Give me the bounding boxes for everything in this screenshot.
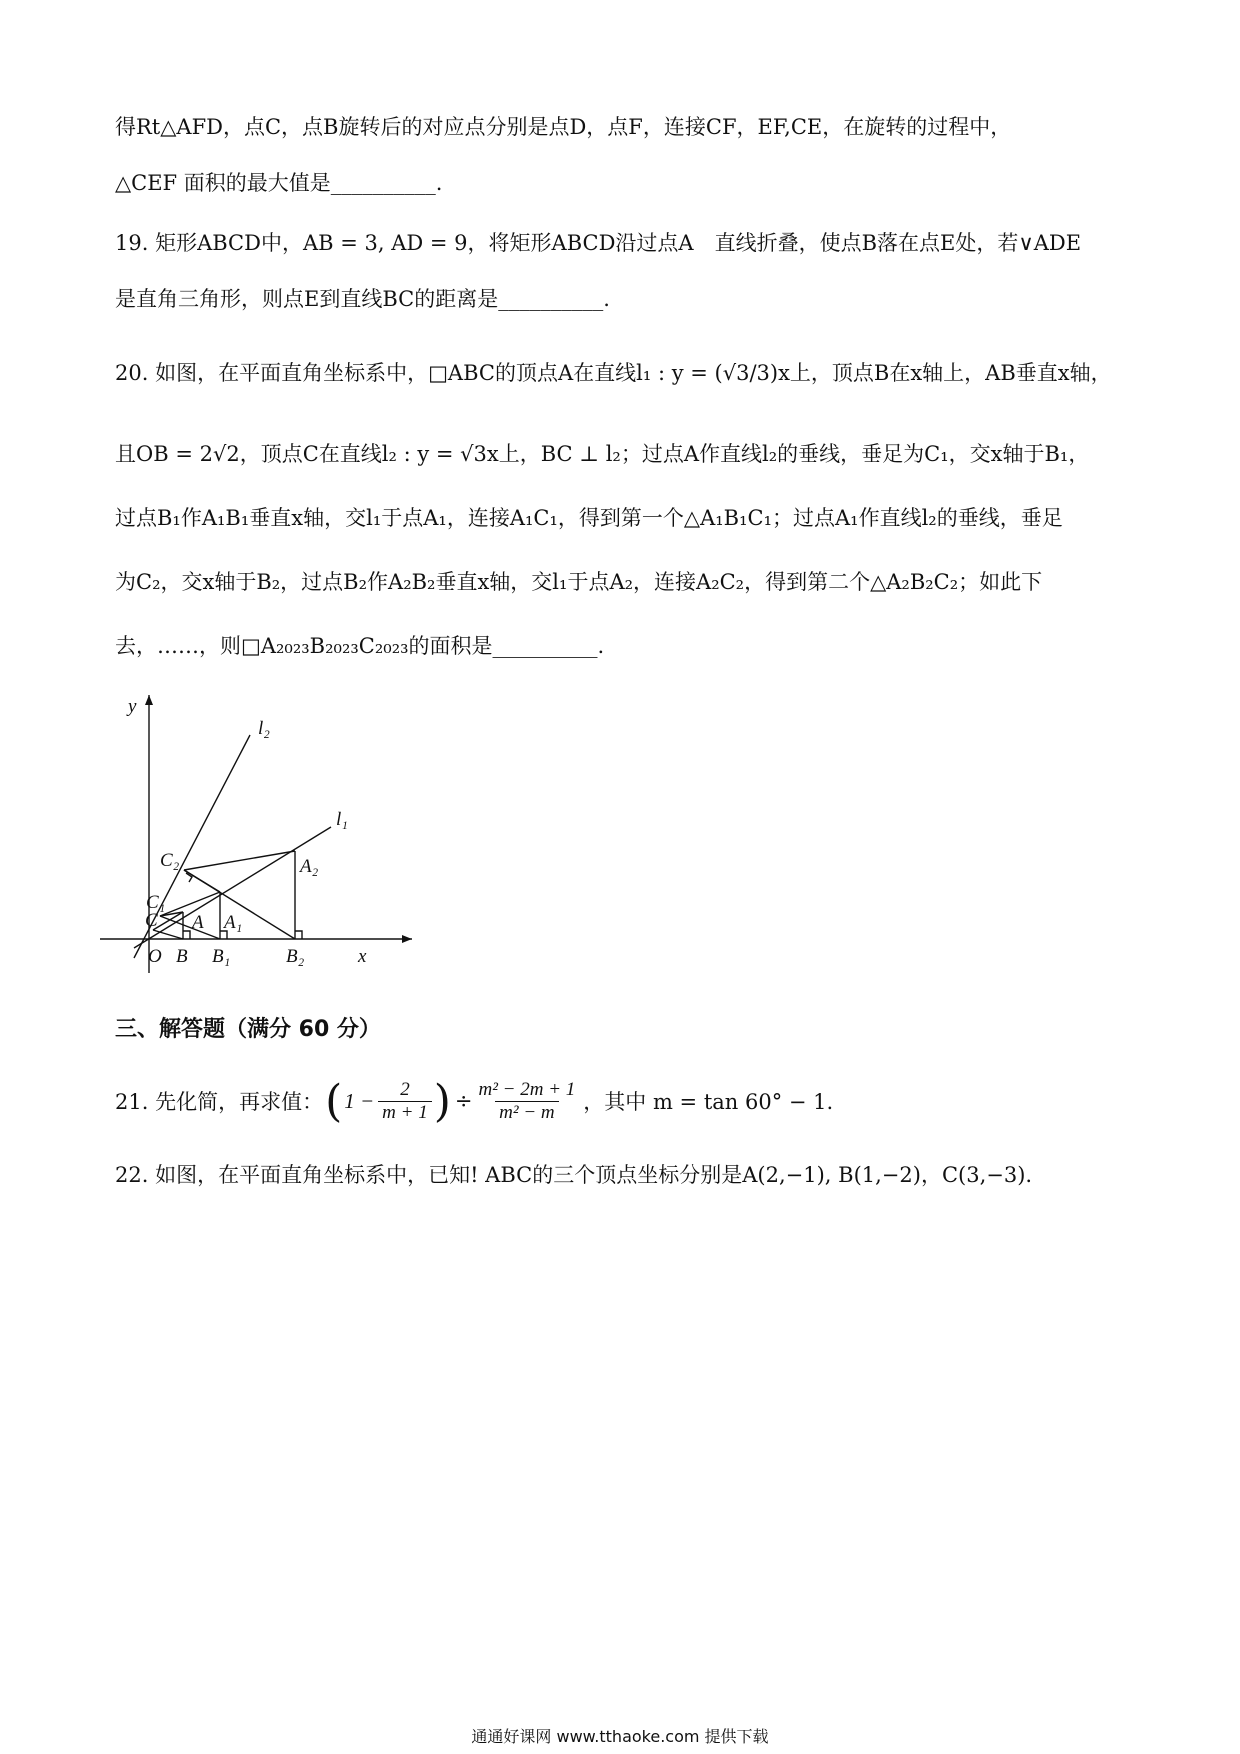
q19-line-1: 19. 矩形ABCD中，AB = 3, AD = 9，将矩形ABCD沿过点A 直线折叠，使点B落在点E处，若∨ADE <box>115 231 1082 255</box>
q21-fraction-2 <box>475 1079 580 1124</box>
label-l1: l₁ <box>336 809 348 830</box>
q21-divide: ÷ <box>454 1089 473 1113</box>
q21-prefix: 21. 先化简，再求值： <box>115 1090 324 1114</box>
label-A1: A₁ <box>224 912 243 933</box>
q20-figure <box>100 690 440 984</box>
label-B2: B₂ <box>286 946 305 967</box>
label-A: A <box>192 912 204 933</box>
q19-line-2: 是直角三角形，则点E到直线BC的距离是__________. <box>115 287 610 311</box>
q18-line-2: △CEF 面积的最大值是__________. <box>115 171 443 195</box>
q21-one-minus: 1 − <box>344 1088 375 1113</box>
q21-line <box>115 1076 833 1126</box>
label-C: C <box>145 910 158 931</box>
section-3-heading: 三、解答题（满分 60 分） <box>115 1017 381 1042</box>
q21-frac2-num: m² − 2m + 1 <box>478 1078 576 1100</box>
label-O: O <box>148 946 162 967</box>
page-footer: 通通好课网 www.tthaoke.com 提供下载 <box>471 1727 769 1746</box>
q21-paren-close: ) <box>433 1075 451 1127</box>
q20-line-1: 20. 如图，在平面直角坐标系中，□ABC的顶点A在直线l₁ : y = (√3/3)x上，顶点B在x轴上，AB垂直x轴， <box>115 361 1112 385</box>
coordinate-figure <box>100 690 440 980</box>
q22-line-1: 22. 如图，在平面直角坐标系中，已知! ABC的三个顶点坐标分别是A(2,−1), B(1,−2)，C(3,−3). <box>115 1163 1033 1187</box>
q20-line-3: 过点B₁作A₁B₁垂直x轴，交l₁于点A₁，连接A₁C₁，得到第一个△A₁B₁C₁；过点A₁作直线l₂的垂线，垂足 <box>115 506 1063 530</box>
x-axis-arrow <box>402 935 412 943</box>
q21-frac1-den: m + 1 <box>378 1101 432 1124</box>
label-y: y <box>128 696 137 717</box>
q21-fraction-1 <box>378 1079 432 1124</box>
label-B1: B₁ <box>212 946 231 967</box>
q20-line-2: 且OB = 2√2，顶点C在直线l₂ : y = √3x上，BC ⊥ l₂；过点A作直线l₂的垂线，垂足为C₁，交x轴于B₁， <box>115 442 1090 466</box>
q20-line-5: 去，……，则□A₂₀₂₃B₂₀₂₃C₂₀₂₃的面积是__________. <box>115 634 605 658</box>
q21-paren-open: ( <box>325 1075 343 1127</box>
label-l2: l₂ <box>258 718 270 739</box>
q21-suffix: ，其中 m = tan 60° − 1. <box>583 1090 834 1114</box>
y-axis-arrow <box>145 695 153 705</box>
q20-line-4: 为C₂，交x轴于B₂，过点B₂作A₂B₂垂直x轴，交l₁于点A₂，连接A₂C₂，得到第二个△A₂B₂C₂；如此下 <box>115 570 1043 594</box>
q18-line-1: 得Rt△AFD，点C，点B旋转后的对应点分别是点D，点F，连接CF，EF,CE，在旋转的过程中， <box>115 115 1012 139</box>
label-A2: A₂ <box>300 856 319 877</box>
label-C2: C₂ <box>160 850 180 871</box>
label-x: x <box>358 946 367 967</box>
label-B: B <box>176 946 188 967</box>
q21-frac2-den: m² − m <box>495 1101 558 1124</box>
label-C1: C₁ <box>146 892 166 913</box>
q21-frac1-num: 2 <box>400 1078 410 1100</box>
